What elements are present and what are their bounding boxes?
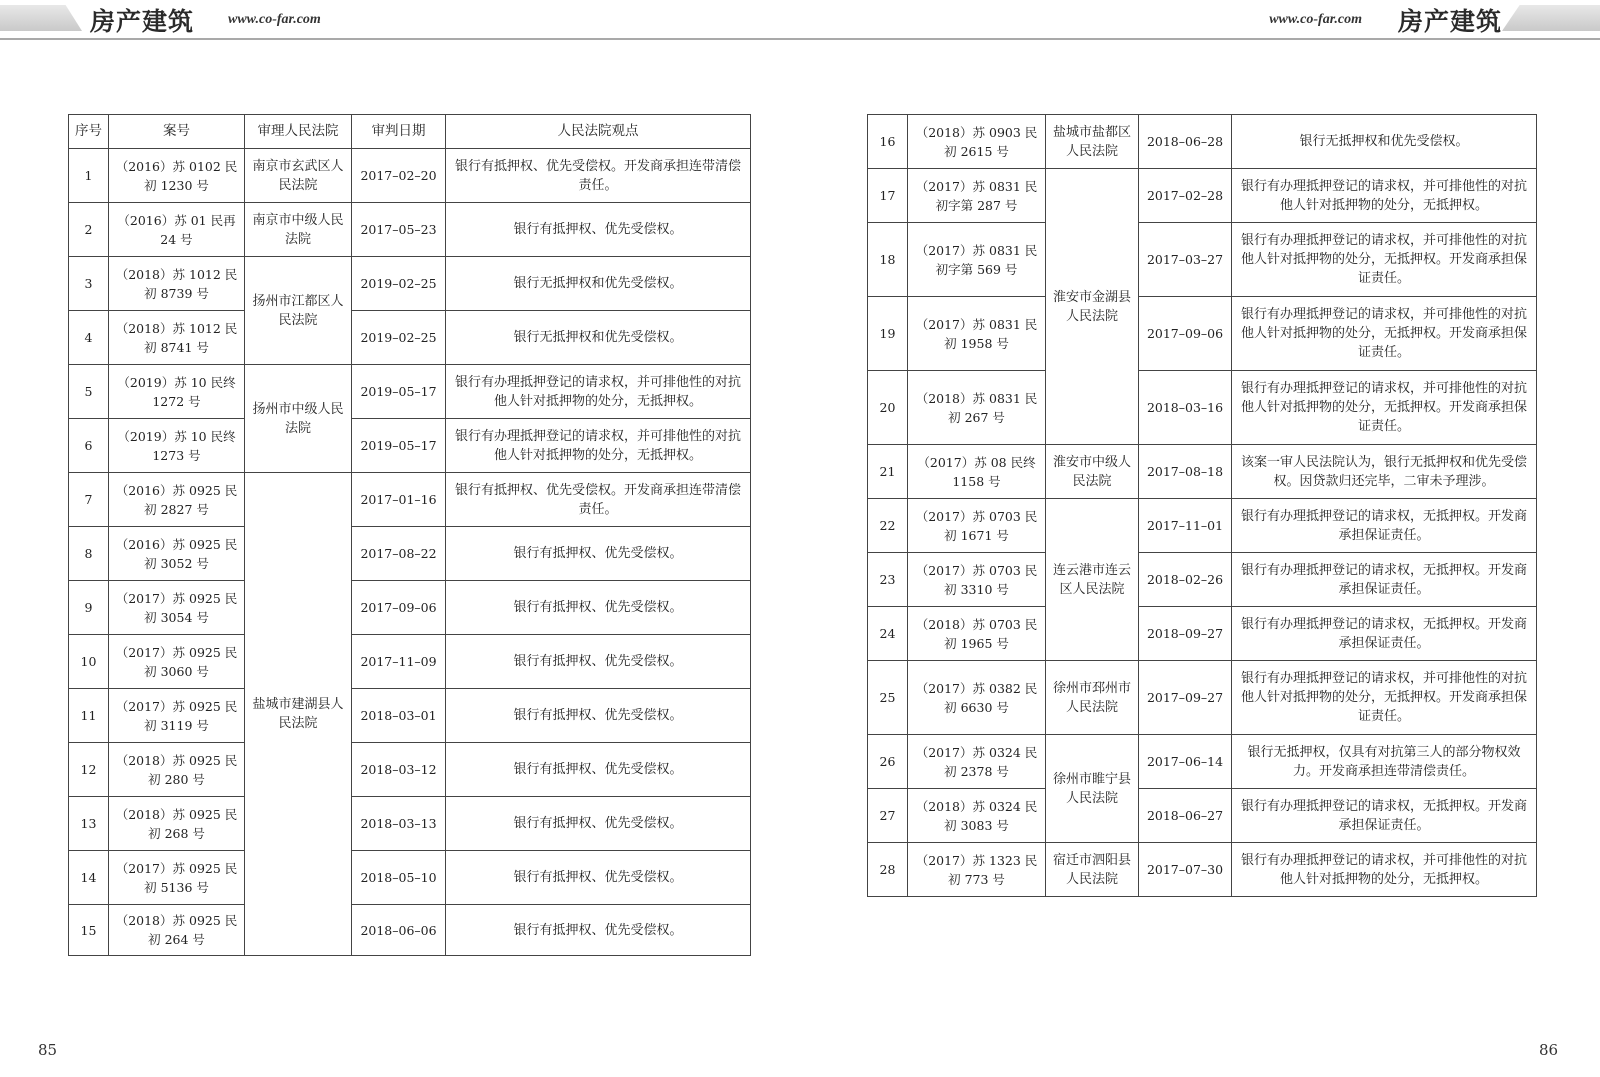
court-name: 徐州市睢宁县人民法院 (1046, 735, 1139, 843)
court-view: 银行有抵押权、优先受偿权。 (446, 743, 751, 797)
trial-date: 2017–03–27 (1139, 223, 1232, 297)
trial-date: 2017–11–09 (352, 635, 446, 689)
case-number: （2018）苏 0925 民初 280 号 (109, 743, 245, 797)
court-view: 银行有办理抵押登记的请求权，无抵押权。开发商承担保证责任。 (1232, 789, 1537, 843)
table-row (868, 607, 1537, 661)
row-number: 11 (69, 689, 109, 743)
table-row (69, 905, 751, 956)
trial-date: 2018–03–13 (352, 797, 446, 851)
court-view: 银行有办理抵押登记的请求权，无抵押权。开发商承担保证责任。 (1232, 607, 1537, 661)
trial-date: 2017–02–20 (352, 149, 446, 203)
row-number: 14 (69, 851, 109, 905)
case-number: （2019）苏 10 民终 1273 号 (109, 419, 245, 473)
court-view: 该案一审人民法院认为，银行无抵押权和优先受偿权。因贷款归还完毕，二审未予理涉。 (1232, 445, 1537, 499)
case-number: （2018）苏 0831 民初 267 号 (908, 371, 1046, 445)
table-row (868, 297, 1537, 371)
row-number: 23 (868, 553, 908, 607)
court-name: 宿迁市泗阳县人民法院 (1046, 843, 1139, 897)
case-number: （2017）苏 0831 民初字第 287 号 (908, 169, 1046, 223)
trial-date: 2019–05–17 (352, 365, 446, 419)
trial-date: 2017–09–27 (1139, 661, 1232, 735)
table-row (69, 851, 751, 905)
trial-date: 2018–06–28 (1139, 115, 1232, 169)
case-number: （2017）苏 0703 民初 3310 号 (908, 553, 1046, 607)
trial-date: 2017–07–30 (1139, 843, 1232, 897)
row-number: 6 (69, 419, 109, 473)
table-row (868, 223, 1537, 297)
case-number: （2019）苏 10 民终 1272 号 (109, 365, 245, 419)
row-number: 15 (69, 905, 109, 956)
header-court: 审理人民法院 (245, 115, 352, 149)
row-number: 27 (868, 789, 908, 843)
case-number: （2018）苏 0903 民初 2615 号 (908, 115, 1046, 169)
court-view: 银行有办理抵押登记的请求权，并可排他性的对抗他人针对抵押物的处分，无抵押权。开发商承担保证责任。 (1232, 661, 1537, 735)
row-number: 24 (868, 607, 908, 661)
row-number: 22 (868, 499, 908, 553)
table-row (868, 735, 1537, 789)
trial-date: 2019–02–25 (352, 257, 446, 311)
row-number: 16 (868, 115, 908, 169)
header-divider (0, 38, 1600, 40)
court-view: 银行有抵押权、优先受偿权。 (446, 689, 751, 743)
table-row (69, 635, 751, 689)
header-seq: 序号 (69, 115, 109, 149)
row-number: 25 (868, 661, 908, 735)
case-number: （2018）苏 0703 民初 1965 号 (908, 607, 1046, 661)
court-view: 银行有抵押权、优先受偿权。 (446, 581, 751, 635)
case-number: （2017）苏 0324 民初 2378 号 (908, 735, 1046, 789)
court-view: 银行有抵押权、优先受偿权。 (446, 203, 751, 257)
header-view: 人民法院观点 (446, 115, 751, 149)
case-number: （2016）苏 0925 民初 2827 号 (109, 473, 245, 527)
row-number: 13 (69, 797, 109, 851)
table-row (69, 581, 751, 635)
trial-date: 2018–05–10 (352, 851, 446, 905)
row-number: 1 (69, 149, 109, 203)
trial-date: 2019–02–25 (352, 311, 446, 365)
court-name: 淮安市金湖县人民法院 (1046, 169, 1139, 445)
row-number: 26 (868, 735, 908, 789)
case-number: （2017）苏 0925 民初 3054 号 (109, 581, 245, 635)
court-view: 银行有抵押权、优先受偿权。开发商承担连带清偿责任。 (446, 473, 751, 527)
trial-date: 2017–08–18 (1139, 445, 1232, 499)
trial-date: 2018–03–01 (352, 689, 446, 743)
court-view: 银行有办理抵押登记的请求权，并可排他性的对抗他人针对抵押物的处分，无抵押权。 (446, 419, 751, 473)
row-number: 8 (69, 527, 109, 581)
trial-date: 2017–09–06 (1139, 297, 1232, 371)
row-number: 7 (69, 473, 109, 527)
case-number: （2018）苏 1012 民初 8739 号 (109, 257, 245, 311)
court-view: 银行有抵押权、优先受偿权。开发商承担连带清偿责任。 (446, 149, 751, 203)
court-view: 银行有办理抵押登记的请求权，无抵押权。开发商承担保证责任。 (1232, 553, 1537, 607)
table-row (868, 553, 1537, 607)
row-number: 21 (868, 445, 908, 499)
table-header-row (69, 115, 751, 149)
court-name: 扬州市中级人民法院 (245, 365, 352, 473)
row-number: 3 (69, 257, 109, 311)
table-row (69, 689, 751, 743)
case-number: （2016）苏 0925 民初 3052 号 (109, 527, 245, 581)
court-view: 银行有办理抵押登记的请求权，并可排他性的对抗他人针对抵押物的处分，无抵押权。 (1232, 169, 1537, 223)
case-table-right (867, 114, 1537, 897)
case-number: （2018）苏 0324 民初 3083 号 (908, 789, 1046, 843)
court-name: 盐城市盐都区人民法院 (1046, 115, 1139, 169)
court-view: 银行无抵押权和优先受偿权。 (446, 257, 751, 311)
court-view: 银行有办理抵押登记的请求权，并可排他性的对抗他人针对抵押物的处分，无抵押权。开发商承担保证责任。 (1232, 297, 1537, 371)
trial-date: 2019–05–17 (352, 419, 446, 473)
trial-date: 2017–08–22 (352, 527, 446, 581)
trial-date: 2017–05–23 (352, 203, 446, 257)
table-row (69, 797, 751, 851)
table-row (69, 527, 751, 581)
court-view: 银行有办理抵押登记的请求权，并可排他性的对抗他人针对抵押物的处分，无抵押权。 (446, 365, 751, 419)
case-number: （2018）苏 0925 民初 264 号 (109, 905, 245, 956)
court-view: 银行无抵押权，仅具有对抗第三人的部分物权效力。开发商承担连带清偿责任。 (1232, 735, 1537, 789)
court-name: 南京市中级人民法院 (245, 203, 352, 257)
court-view: 银行有抵押权、优先受偿权。 (446, 797, 751, 851)
case-number: （2017）苏 0925 民初 3060 号 (109, 635, 245, 689)
trial-date: 2017–01–16 (352, 473, 446, 527)
case-number: （2017）苏 08 民终 1158 号 (908, 445, 1046, 499)
trial-date: 2018–02–26 (1139, 553, 1232, 607)
court-name: 淮安市中级人民法院 (1046, 445, 1139, 499)
table-row (69, 365, 751, 419)
trial-date: 2018–03–12 (352, 743, 446, 797)
trial-date: 2017–11–01 (1139, 499, 1232, 553)
trial-date: 2018–06–27 (1139, 789, 1232, 843)
table-row (868, 499, 1537, 553)
header-band-right (1502, 5, 1600, 31)
brand-title-left: 房产建筑 (90, 7, 195, 36)
case-number: （2017）苏 0703 民初 1671 号 (908, 499, 1046, 553)
court-name: 扬州市江都区人民法院 (245, 257, 352, 365)
court-name: 南京市玄武区人民法院 (245, 149, 352, 203)
row-number: 28 (868, 843, 908, 897)
table-row (868, 789, 1537, 843)
court-view: 银行无抵押权和优先受偿权。 (446, 311, 751, 365)
brand-title-right: 房产建筑 (1397, 7, 1502, 36)
court-view: 银行有抵押权、优先受偿权。 (446, 527, 751, 581)
court-name: 徐州市邳州市人民法院 (1046, 661, 1139, 735)
court-name: 连云港市连云区人民法院 (1046, 499, 1139, 661)
row-number: 12 (69, 743, 109, 797)
table-row (69, 311, 751, 365)
page-header (0, 0, 1600, 40)
header-band-left (0, 5, 82, 31)
trial-date: 2017–02–28 (1139, 169, 1232, 223)
court-view: 银行有办理抵押登记的请求权，无抵押权。开发商承担保证责任。 (1232, 499, 1537, 553)
case-number: （2018）苏 0925 民初 268 号 (109, 797, 245, 851)
table-row (868, 169, 1537, 223)
trial-date: 2017–09–06 (352, 581, 446, 635)
case-number: （2018）苏 1012 民初 8741 号 (109, 311, 245, 365)
case-number: （2016）苏 0102 民初 1230 号 (109, 149, 245, 203)
court-view: 银行有办理抵押登记的请求权，并可排他性的对抗他人针对抵押物的处分，无抵押权。 (1232, 843, 1537, 897)
site-url-right[interactable]: www.co-far.com (1269, 12, 1362, 27)
court-view: 银行有办理抵押登记的请求权，并可排他性的对抗他人针对抵押物的处分，无抵押权。开发商承担保证责任。 (1232, 223, 1537, 297)
case-number: （2017）苏 1323 民初 773 号 (908, 843, 1046, 897)
trial-date: 2018–03–16 (1139, 371, 1232, 445)
court-view: 银行有抵押权、优先受偿权。 (446, 905, 751, 956)
case-number: （2017）苏 0831 民初 1958 号 (908, 297, 1046, 371)
table-row (868, 843, 1537, 897)
trial-date: 2017–06–14 (1139, 735, 1232, 789)
page-number-right: 86 (1539, 1041, 1559, 1059)
case-number: （2017）苏 0831 民初字第 569 号 (908, 223, 1046, 297)
row-number: 20 (868, 371, 908, 445)
case-number: （2017）苏 0382 民初 6630 号 (908, 661, 1046, 735)
case-table-left (68, 114, 751, 956)
header-date: 审判日期 (352, 115, 446, 149)
table-row (868, 371, 1537, 445)
court-view: 银行有抵押权、优先受偿权。 (446, 635, 751, 689)
case-number: （2017）苏 0925 民初 5136 号 (109, 851, 245, 905)
row-number: 9 (69, 581, 109, 635)
table-row (69, 257, 751, 311)
row-number: 2 (69, 203, 109, 257)
court-view: 银行无抵押权和优先受偿权。 (1232, 115, 1537, 169)
trial-date: 2018–06–06 (352, 905, 446, 956)
row-number: 17 (868, 169, 908, 223)
table-row (868, 661, 1537, 735)
table-row (69, 743, 751, 797)
court-view: 银行有抵押权、优先受偿权。 (446, 851, 751, 905)
court-view: 银行有办理抵押登记的请求权，并可排他性的对抗他人针对抵押物的处分，无抵押权。开发商承担保证责任。 (1232, 371, 1537, 445)
trial-date: 2018–09–27 (1139, 607, 1232, 661)
row-number: 19 (868, 297, 908, 371)
table-row (868, 115, 1537, 169)
header-case-no: 案号 (109, 115, 245, 149)
case-number: （2017）苏 0925 民初 3119 号 (109, 689, 245, 743)
court-name: 盐城市建湖县人民法院 (245, 473, 352, 956)
table-row (69, 473, 751, 527)
table-row (69, 149, 751, 203)
page-number-left: 85 (38, 1041, 58, 1059)
row-number: 10 (69, 635, 109, 689)
row-number: 18 (868, 223, 908, 297)
row-number: 4 (69, 311, 109, 365)
row-number: 5 (69, 365, 109, 419)
site-url-left[interactable]: www.co-far.com (228, 12, 321, 27)
case-number: （2016）苏 01 民再 24 号 (109, 203, 245, 257)
table-row (868, 445, 1537, 499)
table-row (69, 203, 751, 257)
table-row (69, 419, 751, 473)
